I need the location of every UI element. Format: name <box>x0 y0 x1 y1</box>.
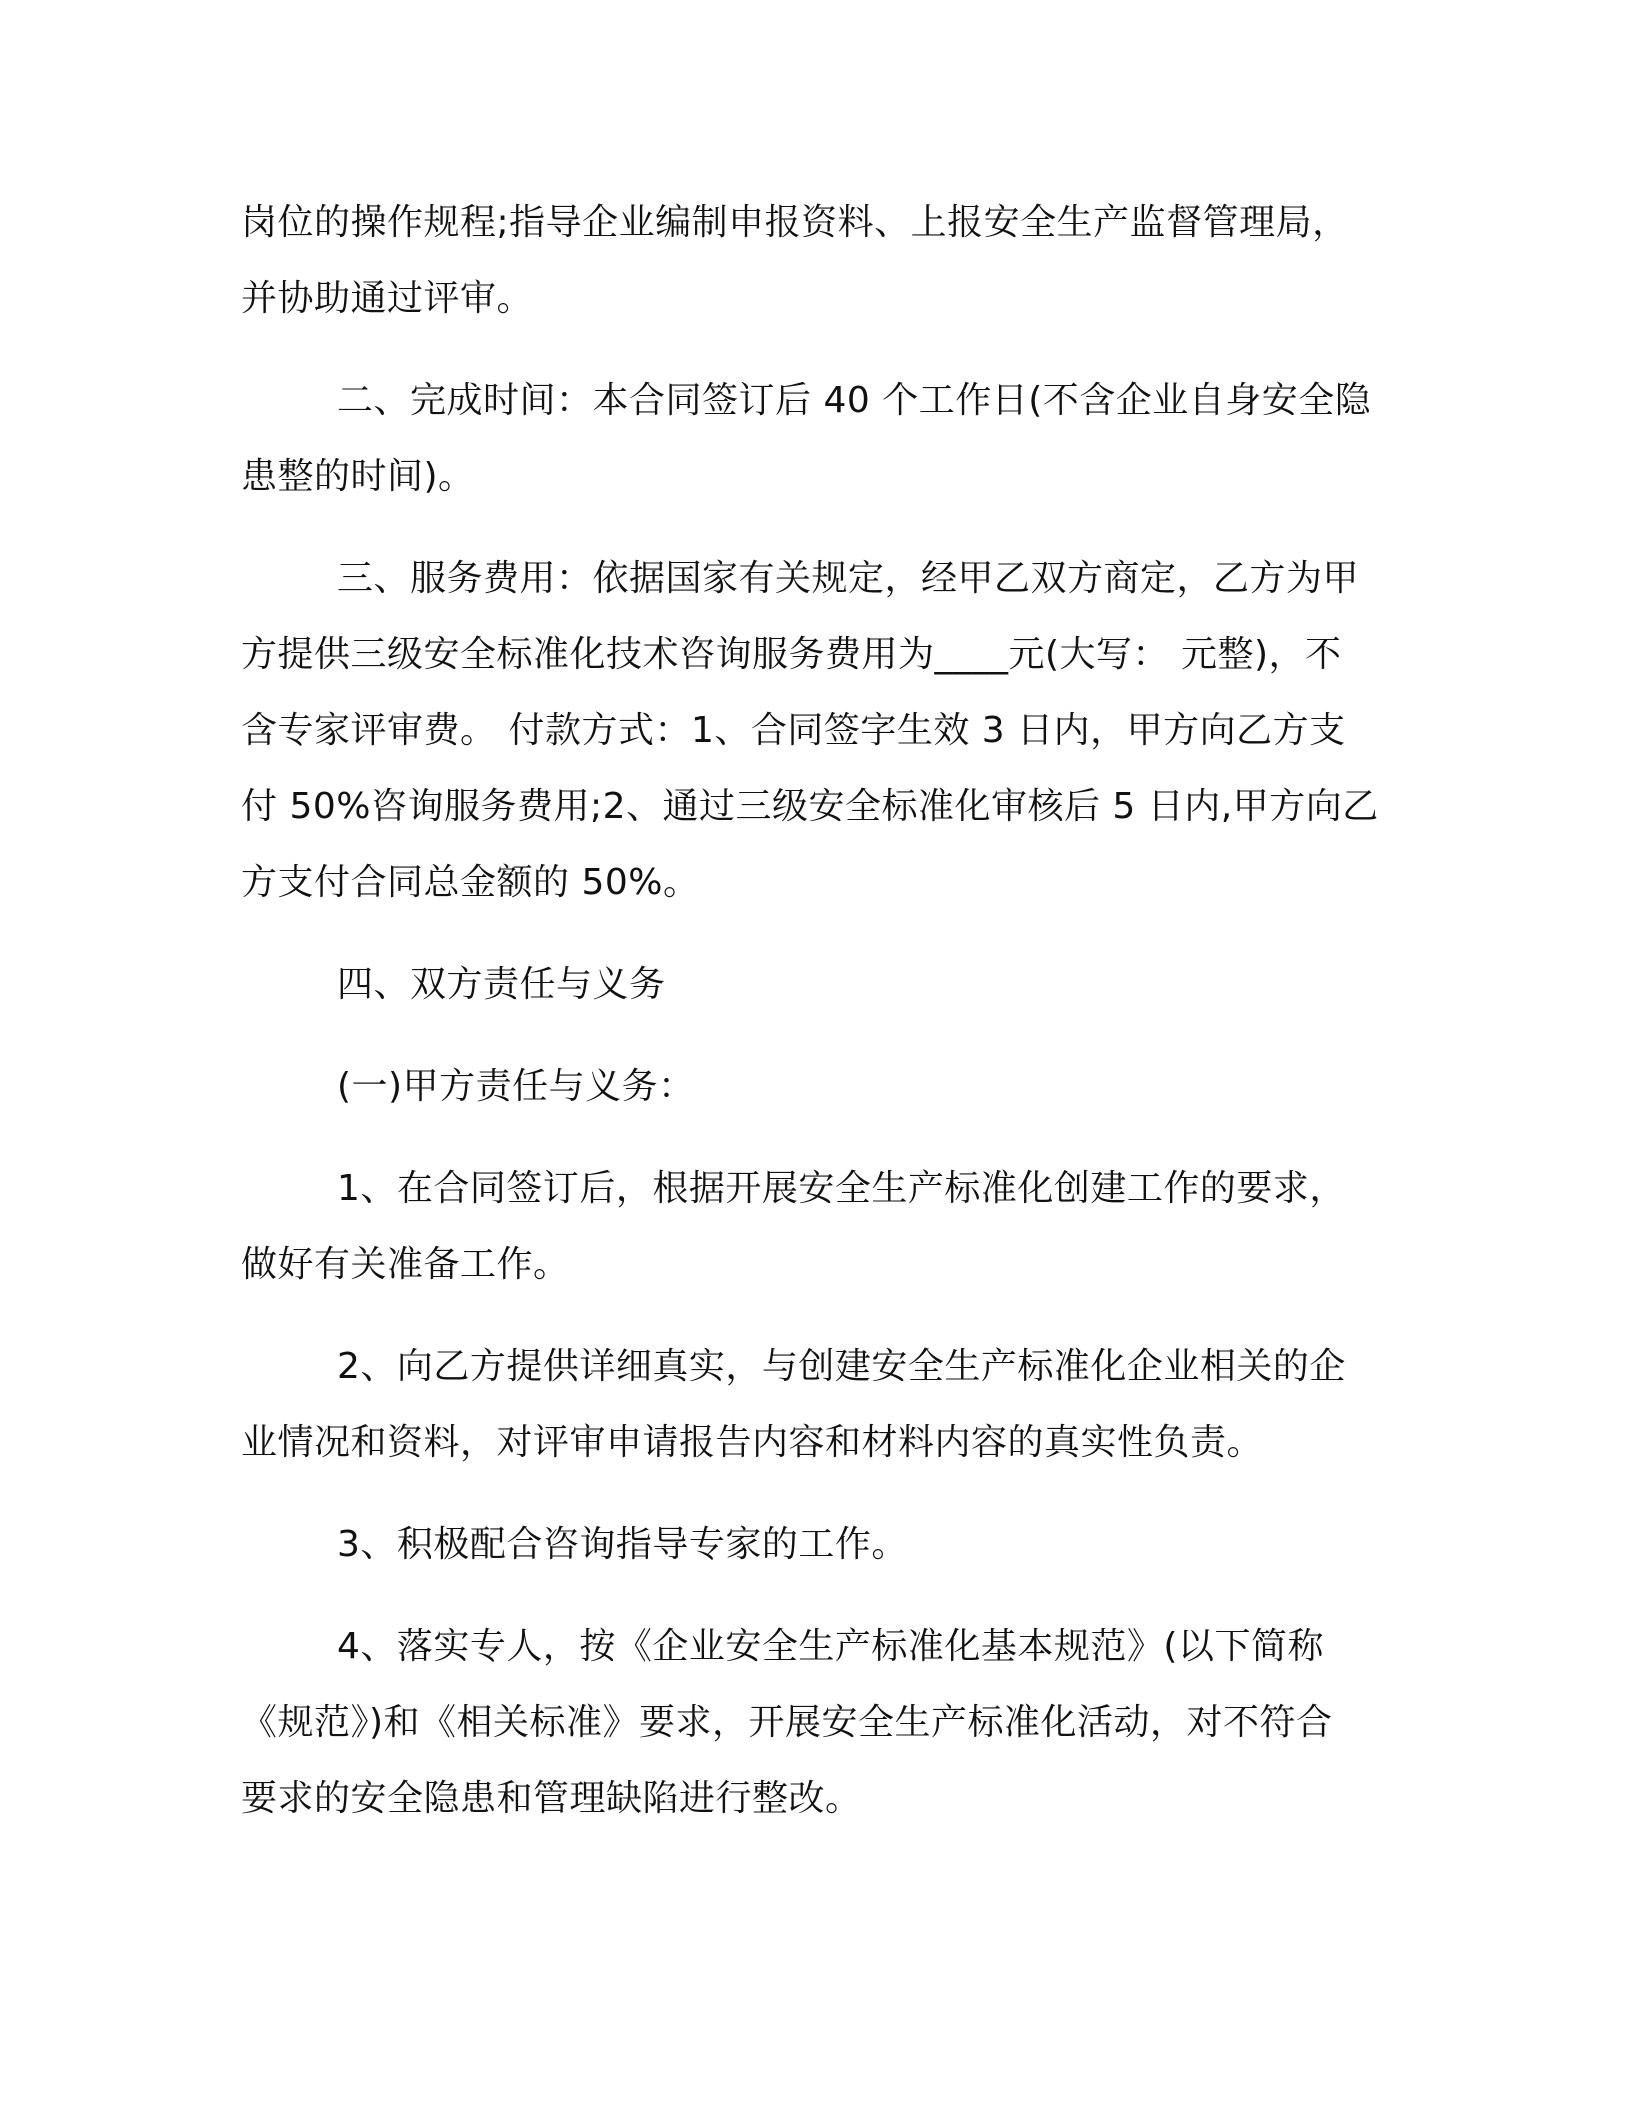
section-heading-responsibilities <box>241 947 1381 1023</box>
text-line: 岗位的操作规程;指导企业编制申报资料、上报安全生产监督管理局， <box>241 202 1349 243</box>
paragraph-completion-time <box>241 363 1381 515</box>
list-item-1 <box>241 1151 1381 1303</box>
document-body <box>241 185 1381 1863</box>
list-item-2 <box>241 1329 1381 1481</box>
paragraph-1 <box>241 185 1381 337</box>
text-line: 患整的时间)。 <box>241 456 475 497</box>
text-line: 付 50%咨询服务费用;2、通过三级安全标准化审核后 5 日内,甲方向乙 <box>241 786 1379 827</box>
text-line: 含专家评审费。 付款方式：1、合同签字生效 3 日内，甲方向乙方支 <box>241 710 1346 751</box>
text-line: 做好有关准备工作。 <box>241 1244 570 1285</box>
subsection-heading-party-a <box>241 1049 1381 1125</box>
text-line: 业情况和资料，对评审申请报告内容和材料内容的真实性负责。 <box>241 1422 1264 1463</box>
paragraph-service-fee <box>241 541 1381 921</box>
text-line: 方支付合同总金额的 50%。 <box>241 862 700 903</box>
text-line: 四、双方责任与义务 <box>337 964 666 1005</box>
text-line: 4、落实专人，按《企业安全生产标准化基本规范》(以下简称 <box>337 1626 1324 1667</box>
text-line: 并协助通过评审。 <box>241 278 534 319</box>
text-line: (一)甲方责任与义务： <box>337 1066 695 1107</box>
text-line: 3、积极配合咨询指导专家的工作。 <box>337 1524 908 1565</box>
text-line: 2、向乙方提供详细真实，与创建安全生产标准化企业相关的企 <box>337 1346 1346 1387</box>
text-line: 1、在合同签订后，根据开展安全生产标准化创建工作的要求， <box>337 1168 1346 1209</box>
text-line: 三、服务费用：依据国家有关规定，经甲乙双方商定，乙方为甲 <box>337 558 1360 599</box>
text-line: 要求的安全隐患和管理缺陷进行整改。 <box>241 1778 862 1819</box>
list-item-3 <box>241 1507 1381 1583</box>
list-item-4 <box>241 1609 1381 1837</box>
text-line: 二、完成时间：本合同签订后 40 个工作日(不含企业自身安全隐 <box>337 380 1372 421</box>
text-line: 方提供三级安全标准化技术咨询服务费用为____元(大写： 元整)，不 <box>241 634 1342 675</box>
text-line: 《规范》)和《相关标准》要求，开展安全生产标准化活动，对不符合 <box>241 1702 1333 1743</box>
